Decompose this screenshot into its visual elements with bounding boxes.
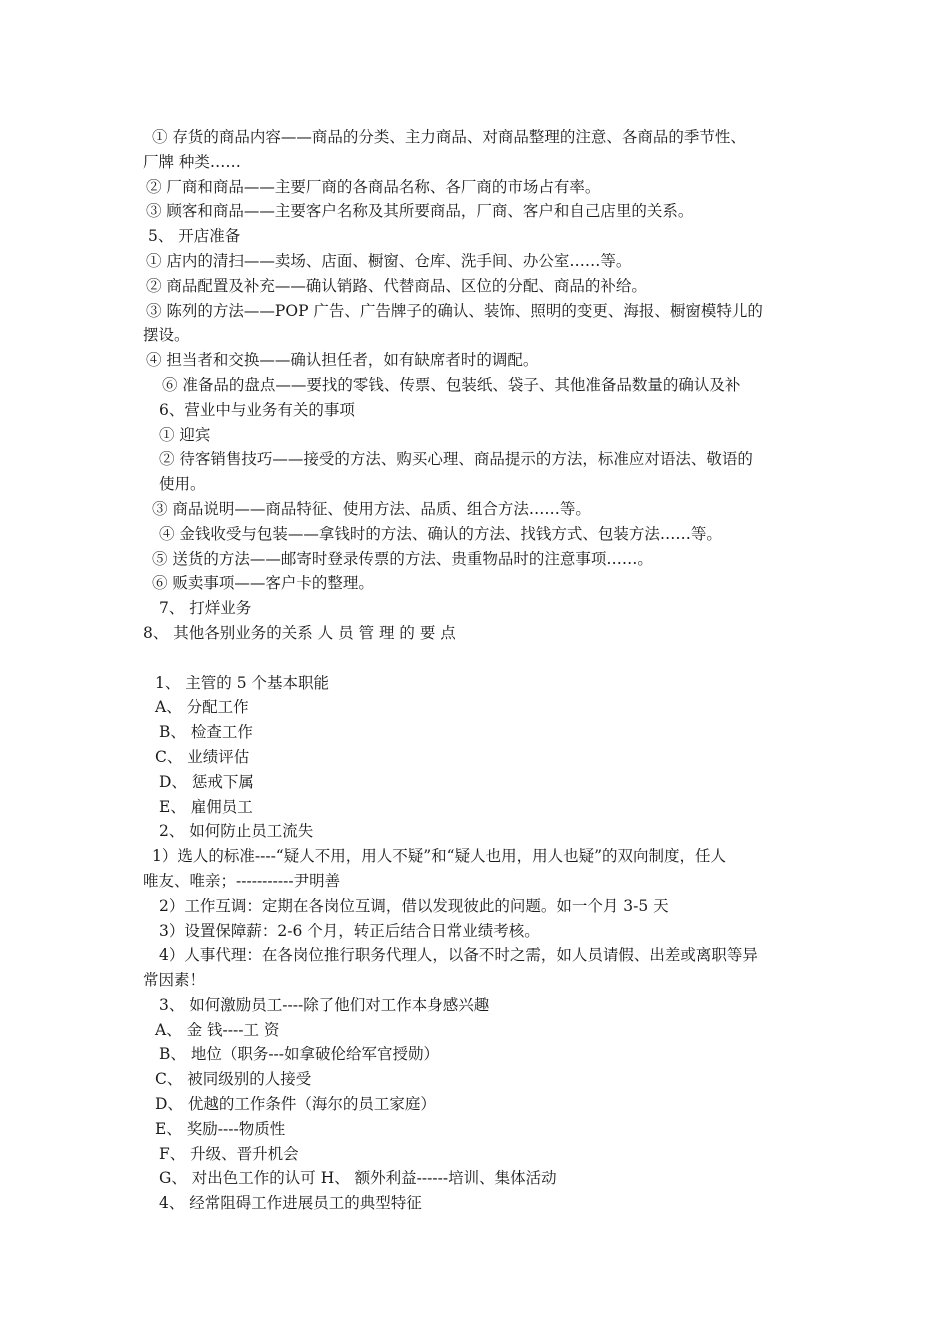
list-item: F、 升级、晋升机会 [159,1144,299,1163]
list-item: G、 对出色工作的认可 H、 额外利益------培训、集体活动 [159,1169,557,1188]
text-line: ⑥ 准备品的盘点——要找的零钱、传票、包装纸、袋子、其他准备品数量的确认及补 [162,375,741,394]
list-item: E、 奖励----物质性 [155,1119,286,1138]
text-line: ① 存货的商品内容——商品的分类、主力商品、对商品整理的注意、各商品的季节性、 [152,128,746,146]
text-line: ② 商品配置及补充——确认销路、代替商品、区位的分配、商品的补给。 [146,276,647,295]
text-line: 3）设置保障薪：2-6 个月，转正后结合日常业绩考核。 [159,921,540,940]
section-heading: 3、 如何激励员工----除了他们对工作本身感兴趣 [159,995,490,1014]
section-heading: 4、 经常阻碍工作进展员工的典型特征 [159,1194,422,1213]
text-line: ① 店内的清扫——卖场、店面、橱窗、仓库、洗手间、办公室……等。 [146,251,632,270]
text-line: 4）人事代理：在各岗位推行职务代理人，以备不时之需，如人员请假、出差或离职等异 [159,946,758,965]
text-line: ③ 商品说明——商品特征、使用方法、品质、组合方法……等。 [152,499,591,518]
list-item: D、 优越的工作条件（海尔的员工家庭） [155,1095,436,1114]
list-item: C、 业绩评估 [155,747,250,766]
section-heading: 6、营业中与业务有关的事项 [159,400,355,419]
document-body [143,125,811,1216]
text-line: ③ 陈列的方法——POP 广告、广告牌子的确认、装饰、照明的变更、海报、橱窗模特儿的 [146,301,763,320]
section-heading: 8、 其他各别业务的关系 人 员 管 理 的 要 点 [143,623,456,642]
section-heading: 1、 主管的 5 个基本职能 [155,673,330,692]
text-line: ⑥ 贩卖事项——客户卡的整理。 [152,574,374,593]
list-item: E、 雇佣员工 [159,797,253,816]
blank-line [143,646,811,671]
text-line: ④ 担当者和交换——确认担任者，如有缺席者时的调配。 [146,351,539,370]
text-line: 厂牌 种类…… [143,152,241,171]
text-line: 2）工作互调：定期在各岗位互调，借以发现彼此的问题。如一个月 3-5 天 [159,896,669,915]
list-item: D、 惩戒下属 [159,772,254,791]
text-line: 唯友、唯亲；-----------尹明善 [143,871,341,890]
text-line: ① 迎宾 [159,425,211,444]
list-item: C、 被同级别的人接受 [155,1070,312,1089]
text-line: 常因素！ [143,971,206,990]
section-heading: 5、 开店准备 [148,227,241,246]
list-item: B、 检查工作 [159,723,253,742]
text-line: ② 厂商和商品——主要厂商的各商品名称、各厂商的市场占有率。 [146,177,601,196]
list-item: B、 地位（职务---如拿破伦给军官授勋） [159,1045,440,1064]
text-line: ⑤ 送货的方法——邮寄时登录传票的方法、贵重物品时的注意事项……。 [152,549,653,568]
text-line: ④ 金钱收受与包装——拿钱时的方法、确认的方法、找钱方式、包装方法……等。 [159,524,722,543]
section-heading: 2、 如何防止员工流失 [159,822,314,841]
text-line: 1）选人的标准----“疑人不用，用人不疑”和“疑人也用，用人也疑”的双向制度，任人 [152,847,727,866]
text-line: ② 待客销售技巧——接受的方法、购买心理、商品提示的方法，标准应对语法、敬语的 [159,450,753,469]
section-heading: 7、 打烊业务 [159,599,252,618]
text-line: ③ 顾客和商品——主要客户名称及其所要商品，厂商、客户和自己店里的关系。 [146,202,694,221]
text-line: 使用。 [159,475,206,494]
list-item: A、 金 钱----工 资 [155,1020,280,1039]
list-item: A、 分配工作 [155,698,249,717]
text-line: 摆设。 [143,326,190,345]
